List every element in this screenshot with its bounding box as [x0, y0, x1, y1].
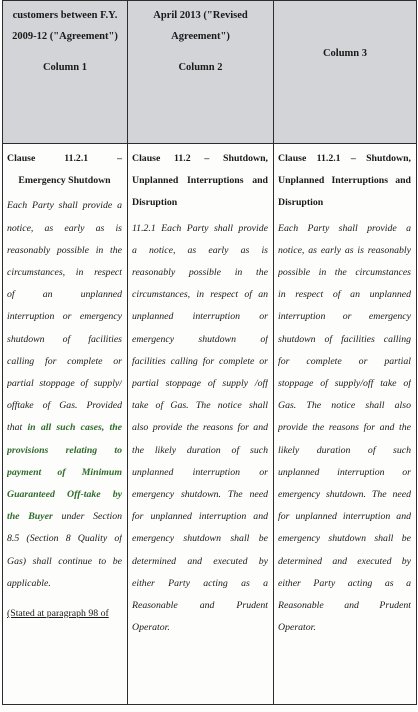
col3-body-line: Operator.: [278, 622, 316, 634]
col1-body-line: offtake of Gas. Provided: [7, 400, 122, 412]
col2-body-line: emergency shutdown. The need: [132, 489, 268, 501]
col2-body-line: reasonably possible in the: [132, 267, 268, 279]
column-1-label: Column 1: [42, 62, 88, 73]
col3-body-line: notice, as early as is reasonably: [278, 244, 411, 256]
col1-after-green: under Section: [61, 511, 122, 523]
col2-body-line: also provide the reasons for and: [132, 422, 268, 434]
col2-title-line: Unplanned Interruptions and: [132, 175, 268, 187]
col2-body-line: facilities calling for complete or: [132, 355, 268, 367]
col3-body-line: in respect of an unplanned: [278, 289, 411, 301]
col3-body-line: either Party acting as a: [278, 577, 411, 589]
col3-body-line: Reasonable and Prudent: [278, 600, 411, 612]
col3-body-line: Gas. The notice shall also: [278, 400, 411, 412]
col1-title-line: Clause 11.2.1 –: [7, 153, 122, 164]
column-2-label: Column 2: [178, 62, 223, 73]
col1-body-line: partial stoppage of supply/: [7, 378, 122, 390]
col3-body: [278, 218, 411, 640]
col2-body-line: partial stoppage of supply /off: [132, 378, 268, 390]
col3-body-line: for unplanned interruption and: [278, 511, 411, 523]
col1-green-text: provisions relating to: [7, 444, 122, 456]
col1-green-text: the Buyer: [7, 511, 53, 523]
col2-body-line: either Party acting as a: [132, 577, 268, 589]
col2-body-line: emergency shutdown of: [132, 333, 268, 345]
col1-cell: [3, 144, 128, 705]
col1-body-line: circumstances, in respect: [7, 267, 122, 279]
col2-body-line: unplanned interruption or: [132, 311, 268, 323]
body-row: [3, 144, 417, 705]
col1-green-text: in all such cases, the: [27, 422, 122, 434]
header-col1-line: 2009-12 ("Agreement"): [12, 31, 118, 42]
col1-body-line: reasonably possible in the: [7, 244, 122, 256]
col3-body-line: stoppage of supply/off take of: [278, 378, 411, 390]
col2-body-line: Operator.: [132, 622, 170, 634]
col3-body-line: emergency shutdown shall be: [278, 533, 411, 545]
col2-body-line: unplanned interruption or: [132, 466, 268, 478]
col1-body-line: interruption or emergency: [7, 311, 122, 323]
col1-body-line: shutdown of facilities: [7, 333, 122, 345]
col3-body-line: for complete or partial: [278, 355, 411, 367]
col2-cell: [128, 144, 274, 705]
col3-body-line: unplanned interruption or: [278, 466, 411, 478]
col1-highlight-line: [7, 506, 122, 528]
col1-body-line: 8.5 (Section 8 Quality of: [7, 533, 122, 545]
col1-green-text: payment of Minimum: [7, 466, 122, 478]
col1-body: [7, 195, 122, 595]
col2-body-line: Reasonable and Prudent: [132, 600, 268, 612]
header-col3: [274, 1, 417, 144]
col2-body: [132, 218, 268, 640]
comparison-table: [2, 0, 417, 705]
col2-title-line: Clause 11.2 – Shutdown,: [132, 153, 268, 164]
header-col2: [128, 1, 274, 144]
column-3-label: Column 3: [322, 48, 368, 59]
col3-title-line: Unplanned Interruptions and: [278, 175, 411, 187]
col2-body-line: take of Gas. The notice shall: [132, 400, 268, 412]
header-row: [3, 1, 417, 144]
col1-highlight-line: [7, 417, 122, 439]
col3-title-line: Clause 11.2.1 – Shutdown,: [278, 153, 411, 164]
col3-title-line: Disruption: [278, 197, 324, 209]
col1-green-text: Guaranteed Off-take by: [7, 489, 122, 501]
col3-body-line: shutdown of facilities calling: [278, 333, 411, 345]
header-col2-line: Agreement"): [171, 31, 230, 42]
col1-title-line: Emergency Shutdown: [18, 175, 111, 187]
col2-body-line: the likely duration of such: [132, 444, 268, 456]
col3-body-line: interruption or emergency: [278, 311, 411, 323]
header-col1-line: customers between F.Y.: [12, 10, 118, 21]
header-col2-line: April 2013 ("Revised: [153, 10, 248, 21]
col3-body-line: provide the reasons for and the: [278, 422, 411, 434]
col1-body-line: calling for complete or: [7, 355, 122, 367]
col2-body-line: 11.2.1 Each Party shall provide: [132, 222, 268, 234]
col3-body-line: determined and executed by: [278, 555, 411, 567]
col1-reference: (Stated at paragraph 98 of: [7, 608, 109, 620]
col2-body-line: determined and executed by: [132, 555, 268, 567]
col3-body-line: likely duration of such: [278, 444, 411, 456]
col1-body-line: notice, as early as is: [7, 222, 122, 234]
col3-body-line: Each Party shall provide a: [278, 222, 411, 234]
col1-green-intro: that: [7, 422, 23, 434]
col1-body-line: of an unplanned: [7, 289, 122, 301]
document-page: [2, 0, 416, 712]
col2-body-line: a notice, as early as is: [132, 244, 268, 256]
col1-body-line: Each Party shall provide a: [7, 200, 122, 212]
col2-body-line: for unplanned interruption and: [132, 511, 268, 523]
col3-cell: [274, 144, 417, 705]
header-col1: [3, 1, 128, 144]
col2-title-line: Disruption: [132, 197, 178, 209]
col3-body-line: emergency shutdown. The need: [278, 489, 411, 501]
col1-body-line: Gas) shall continue to be: [7, 555, 122, 567]
col2-body-line: emergency shutdown shall be: [132, 533, 268, 545]
col3-body-line: possible in the circumstances: [278, 267, 411, 279]
col1-body-line: applicable.: [7, 577, 51, 589]
col2-body-line: circumstances, in respect of an: [132, 289, 268, 301]
